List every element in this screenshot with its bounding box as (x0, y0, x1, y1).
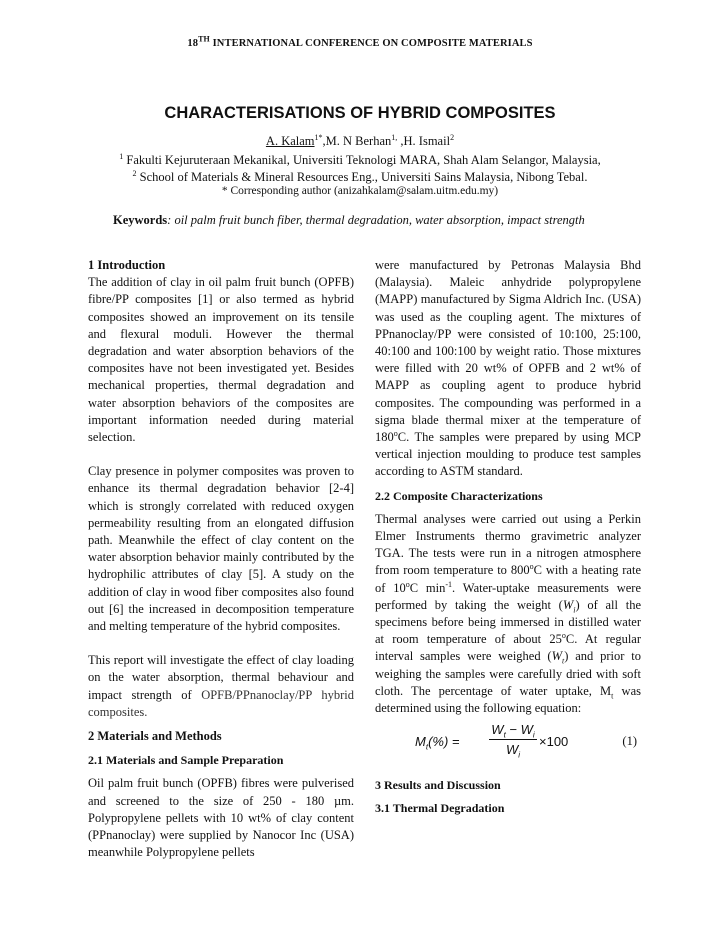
intro-paragraph-3a: This report will investigate the effect of clay loading on the water absorption, thermal behaviour and impact strength of (88, 653, 354, 702)
author-line (0, 134, 720, 149)
affiliation-1-mark: 1 (119, 151, 124, 161)
characterization-paragraph (375, 511, 641, 717)
degree-mark: o (393, 428, 398, 438)
corresponding-author: * Corresponding author (anizahkalam@salam.uitm.edu.my) (221, 185, 499, 197)
char-text-g: ) and prior to weighing the samples were carefully dried with soft cloth. The percentage of water uptake, M (375, 649, 641, 698)
eq-num-sub1: t (503, 730, 506, 740)
section-2-1-paragraph: Oil palm fruit bunch (OPFB) fibres were pulverised and screened to the size of 250 - 180 µm. Polypropylene pellets with 10 wt% of clay content (PPnanoclay) were supplied by Nanocor Inc (USA) meanwhile Polypropylene pellets (88, 776, 354, 860)
exponent-mark: -1 (445, 579, 453, 589)
eq-num-sub2: i (532, 730, 535, 740)
right-column (375, 257, 641, 818)
equation-1 (375, 721, 641, 761)
author-2: ,M. N Berhan (322, 134, 392, 148)
conference-header (0, 34, 720, 49)
equation-denominator (489, 740, 537, 761)
intro-paragraph-2: Clay presence in polymer composites was proven to enhance its thermal degradation behavior [2-4] which is strongly correlated with reduced oxygen permeability resulting from an elongated diffusion path. Meanwhile the effect of clay content on the water absorption behavior mainly contributed by the hydrophilic attributes of clay [5]. A study on the addition of clay in wood fiber composites also found out [6] the increased in decomposition temperature and melting temperature of the hybrid composites. (88, 464, 354, 634)
symbol-w: W (551, 649, 563, 664)
char-text-e: ) of all the specimens before being immersed in distilled water at room temperature of about 25 (375, 597, 641, 647)
section-2-1-heading: 2.1 Materials and Sample Preparation (88, 753, 284, 768)
intro-paragraph-3b: OPFB/PPnanoclay/PP hybrid composites. (88, 687, 354, 719)
degree-mark: o (529, 562, 534, 572)
degree-mark: o (561, 631, 566, 641)
header-conference: INTERNATIONAL CONFERENCE ON COMPOSITE MATERIALS (212, 38, 533, 49)
materials-text-b: C. The samples were prepared by using MCP vertical injection moulding to produce test samples according to ASTM standard. (375, 430, 641, 479)
char-text-f: C. At regular interval samples were weighed ( (375, 632, 641, 664)
intro-paragraph-1: The addition of clay in oil palm fruit bunch (OPFB) fibre/PP composites [1] or also termed as hybrid composites showed an improvement on its tensile and flexural moduli. However the thermal degradation and water absorption behaviors of the composites have not been investigated yet. Besides mechanical properties, thermal degradation and water absorption behaviors of the composites are important information needed during material selection. (88, 275, 354, 445)
eq-m-sub: t (425, 742, 429, 752)
affiliation-1-text: Fakulti Kejuruteraan Mekanikal, Universiti Teknologi MARA, Shah Alam Selangor, Malaysia, (123, 153, 601, 167)
materials-paragraph (375, 257, 641, 481)
eq-den-sub: i (518, 751, 521, 761)
symbol-i: i (573, 605, 576, 615)
results-heading: 3 Results and Discussion (375, 778, 501, 793)
section-3-1-heading: 3.1 Thermal Degradation (375, 801, 505, 816)
keywords-label: Keywords (113, 213, 168, 227)
char-text-b: C with a heating rate of 10 (375, 563, 641, 595)
char-text-h: was determined using the following equation: (375, 683, 641, 716)
eq-num-mid: − W (505, 722, 533, 738)
left-column (88, 257, 354, 862)
equation-lhs (415, 733, 460, 750)
equation-numerator (489, 721, 537, 740)
methods-heading: 2 Materials and Methods (88, 729, 222, 744)
intro-heading: 1 Introduction (88, 258, 166, 272)
author-1-sup: 1* (314, 132, 323, 142)
eq-lhs-rest: (%) = (428, 734, 460, 750)
keywords-text: : oil palm fruit bunch fiber, thermal degradation, water absorption, impact strength (167, 213, 585, 227)
materials-text-a: were manufactured by Petronas Malaysia Bhd (Malaysia). Maleic anhydride polypropylene (MAPP) manufactured by Sigma Aldrich Inc. (USA) was used as the coupling agent. The mixtures of PPnanoclay/PP were consisted of 10:100, 25:100, 40:100 and 100:100 by weight ratio. Those mixtures were filled with 20 wt% of OPFB and 2 wt% of MAPP as coupling agent to produce hybrid composites. The compounding was performed in a sigma blade thermal mixer at the temperature of 180 (375, 258, 641, 445)
char-text-c: C min (409, 580, 446, 595)
eq-den-w: W (505, 742, 519, 758)
affiliation-2-mark: 2 (132, 168, 137, 178)
affiliation-1 (0, 153, 720, 168)
symbol-t: t (562, 656, 565, 666)
eq-num-w: W (491, 722, 504, 738)
degree-mark: o (405, 579, 410, 589)
affiliation-2 (0, 170, 720, 185)
section-2-2-heading: 2.2 Composite Characterizations (375, 488, 543, 503)
paper-title: CHARACTERISATIONS OF HYBRID COMPOSITES (164, 104, 556, 122)
affiliation-2-text: School of Materials & Mineral Resources Eng., Universiti Sains Malaysia, Nibong Tebal. (136, 170, 588, 184)
char-text-a: Thermal analyses were carried out using a Perkin Elmer Instruments thermo gravimetric analyzer TGA. The tests were run in a nitrogen atmosphere from room temperature to 800 (375, 511, 641, 578)
equation-fraction (489, 721, 537, 761)
author-1: A. Kalam (265, 134, 315, 148)
symbol-t: t (611, 691, 614, 701)
intro-paragraph-3 (88, 652, 354, 721)
author-2-sup: 1, (391, 132, 398, 142)
char-text-d: . Water-uptake measurements were performed by taking the weight ( (375, 580, 641, 612)
header-ordinal: 18 (187, 38, 199, 49)
eq-m: M (415, 734, 426, 750)
equation-number: (1) (622, 734, 637, 749)
keywords-line (113, 213, 585, 228)
author-3: ,H. Ismail (397, 134, 451, 148)
author-3-sup: 2 (450, 132, 455, 142)
equation-multiplier: ×100 (539, 734, 569, 750)
symbol-w: W (562, 597, 574, 612)
header-ordinal-suffix: TH (198, 34, 210, 44)
